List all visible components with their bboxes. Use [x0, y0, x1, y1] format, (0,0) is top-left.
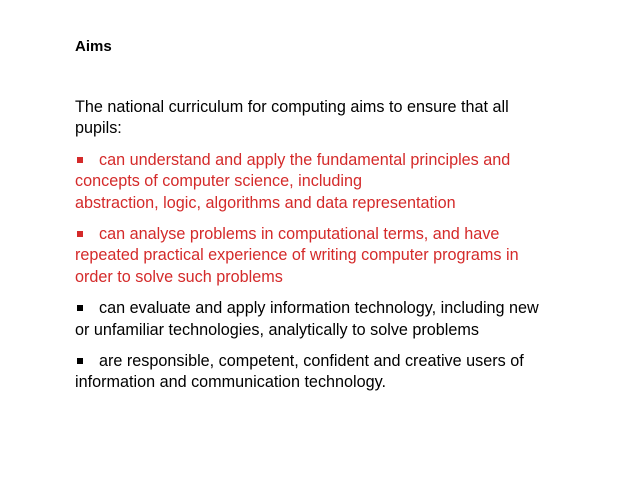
bullet-item-responsible-users: [75, 351, 605, 394]
bullet-text: can understand and apply the fundamental principles and: [99, 150, 511, 169]
bullet-text: or unfamiliar technologies, analytically to solve problems: [75, 320, 479, 339]
bullet-text: concepts of computer science, including: [75, 172, 363, 191]
bullet-text: abstraction, logic, algorithms and data representation: [75, 193, 456, 212]
bullet-text: information and communication technology.: [75, 373, 387, 392]
bullet-text: can analyse problems in computational terms, and have: [99, 225, 500, 244]
intro-line: The national curriculum for computing aims to ensure that all: [75, 98, 509, 116]
intro-line: pupils:: [75, 119, 122, 138]
intro-paragraph: [75, 97, 605, 140]
slide-heading: Aims: [75, 38, 112, 55]
square-bullet-icon: [77, 305, 83, 311]
square-bullet-icon: [77, 157, 83, 163]
bullet-text: are responsible, competent, confident and creative users of: [99, 352, 524, 371]
slide-body: [75, 97, 605, 404]
bullet-item-understand-principles: [75, 150, 605, 214]
bullet-text: can evaluate and apply information technology, including new: [99, 299, 539, 318]
square-bullet-icon: [77, 358, 83, 364]
bullet-text: order to solve such problems: [75, 267, 283, 286]
square-bullet-icon: [77, 231, 83, 237]
bullet-item-evaluate-technology: [75, 298, 605, 341]
bullet-text: repeated practical experience of writing computer programs in: [75, 246, 519, 265]
bullet-item-analyse-problems: [75, 224, 605, 288]
